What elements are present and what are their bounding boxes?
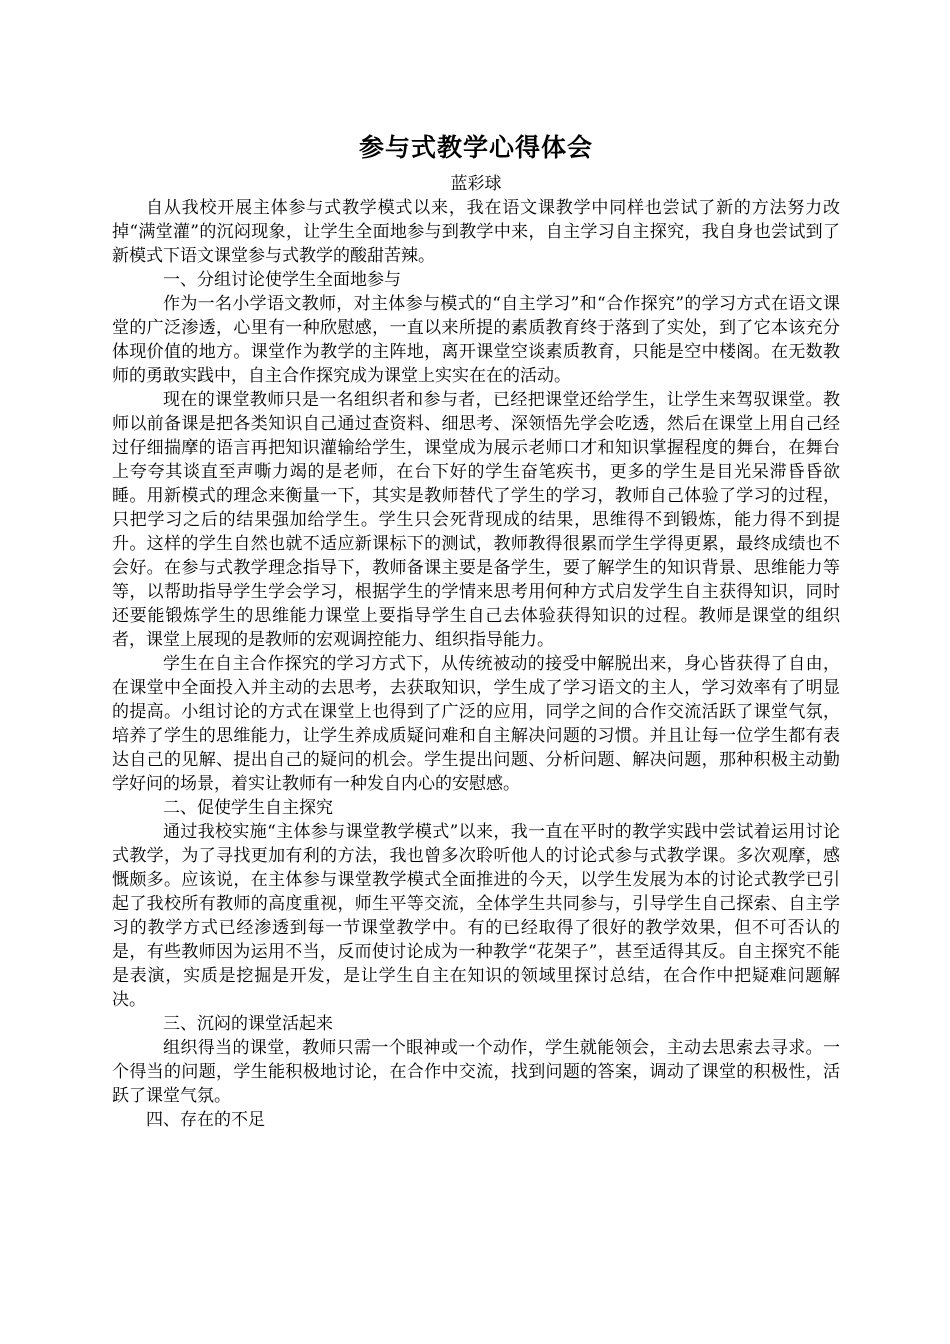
section-heading-1: 一、分组讨论使学生全面地参与 bbox=[163, 270, 401, 290]
page-title: 参与式教学心得体会 bbox=[358, 133, 593, 162]
section-heading-3: 三、沉闷的课堂活起来 bbox=[163, 1014, 333, 1034]
document-page bbox=[112, 128, 840, 1132]
section-1-paragraph-2: 现在的课堂教师只是一名组织者和参与者，已经把课堂还给学生，让学生来驾驭课堂。教师以前备课是把各类知识自己通过查资料、细思考、深领悟先学会吃透，然后在课堂上用自己经过仔细揣摩的语言再把知识灌输给学生，课堂成为展示老师口才和知识掌握程度的舞台，在舞台上夸夸其谈直至声嘶力竭的是老师，在台下好的学生奋笔疾书，更多的学生是目光呆滞昏昏欲睡。用新模式的理念来衡量一下，其实是教师替代了学生的学习，教师自己体验了学习的过程，只把学习之后的结果强加给学生。学生只会死背现成的结果，思维得不到锻炼，能力得不到提升。这样的学生自然也就不适应新课标下的测试，教师教得很累而学生学得更累，最终成绩也不会好。在参与式教学理念指导下，教师备课主要是备学生，要了解学生的知识背景、思维能力等等，以帮助指导学生学会学习，根据学生的学情来思考用何种方式启发学生自主获得知识，同时还要能锻炼学生的思维能力课堂上要指导学生自己去体验获得知识的过程。教师是课堂的组织者，课堂上展现的是教师的宏观调控能力、组织指导能力。 bbox=[112, 390, 840, 650]
section-1-paragraph-3: 学生在自主合作探究的学习方式下，从传统被动的接受中解脱出来，身心皆获得了自由，在课堂中全面投入并主动的去思考，去获取知识，学生成了学习语文的主人，学习效率有了明显的提高。小组讨论的方式在课堂上也得到了广泛的应用，同学之间的合作交流活跃了课堂气氛，培养了学生的思维能力，让学生养成质疑问难和自主解决问题的习惯。并且让每一位学生都有表达自己的见解、提出自己的疑问的机会。学生提出问题、分析问题、解决问题，那种积极主动勤学好问的场景，着实让教师有一种发自内心的安慰感。 bbox=[112, 654, 840, 794]
section-1-paragraph-1: 作为一名小学语文教师，对主体参与模式的“自主学习”和“合作探究”的学习方式在语文课堂的广泛渗透，心里有一种欣慰感，一直以来所提的素质教育终于落到了实处，到了它本该充分体现价值的地方。课堂作为教学的主阵地，离开课堂空谈素质教育，只能是空中楼阁。在无数教师的勇敢实践中，自主合作探究成为课堂上实实在在的活动。 bbox=[112, 294, 840, 386]
intro-paragraph: 自从我校开展主体参与式教学模式以来，我在语文课教学中同样也尝试了新的方法努力改掉“满堂灌”的沉闷现象，让学生全面地参与到教学中来，自主学习自主探究，我自身也尝试到了新模式下语文课堂参与式教学的酸甜苦辣。 bbox=[112, 198, 840, 266]
section-2-paragraph-1: 通过我校实施“主体参与课堂教学模式”以来，我一直在平时的教学实践中尝试着运用讨论式教学，为了寻找更加有利的方法，我也曾多次聆听他人的讨论式参与式教学课。多次观摩，感慨颇多。应该说，在主体参与课堂教学模式全面推进的今天，以学生发展为本的讨论式教学已引起了我校所有教师的高度重视，师生平等交流，全体学生共同参与，引导学生自己探索、自主学习的教学方式已经渗透到每一节课堂教学中。有的已经取得了很好的教学效果，但不可否认的是，有些教师因为运用不当，反而使讨论成为一种教学“花架子”，甚至适得其反。自主探究不能是表演，实质是挖掘是开发，是让学生自主在知识的领域里探讨总结，在合作中把疑难问题解决。 bbox=[112, 822, 840, 1010]
section-heading-2: 二、促使学生自主探究 bbox=[163, 798, 333, 818]
section-heading-4: 四、存在的不足 bbox=[146, 1110, 265, 1130]
section-3-paragraph-1: 组织得当的课堂，教师只需一个眼神或一个动作，学生就能领会，主动去思索去寻求。一个得当的问题，学生能积极地讨论，在合作中交流，找到问题的答案，调动了课堂的积极性，活跃了课堂气氛。 bbox=[112, 1038, 840, 1106]
author-name: 蓝彩球 bbox=[450, 174, 502, 194]
